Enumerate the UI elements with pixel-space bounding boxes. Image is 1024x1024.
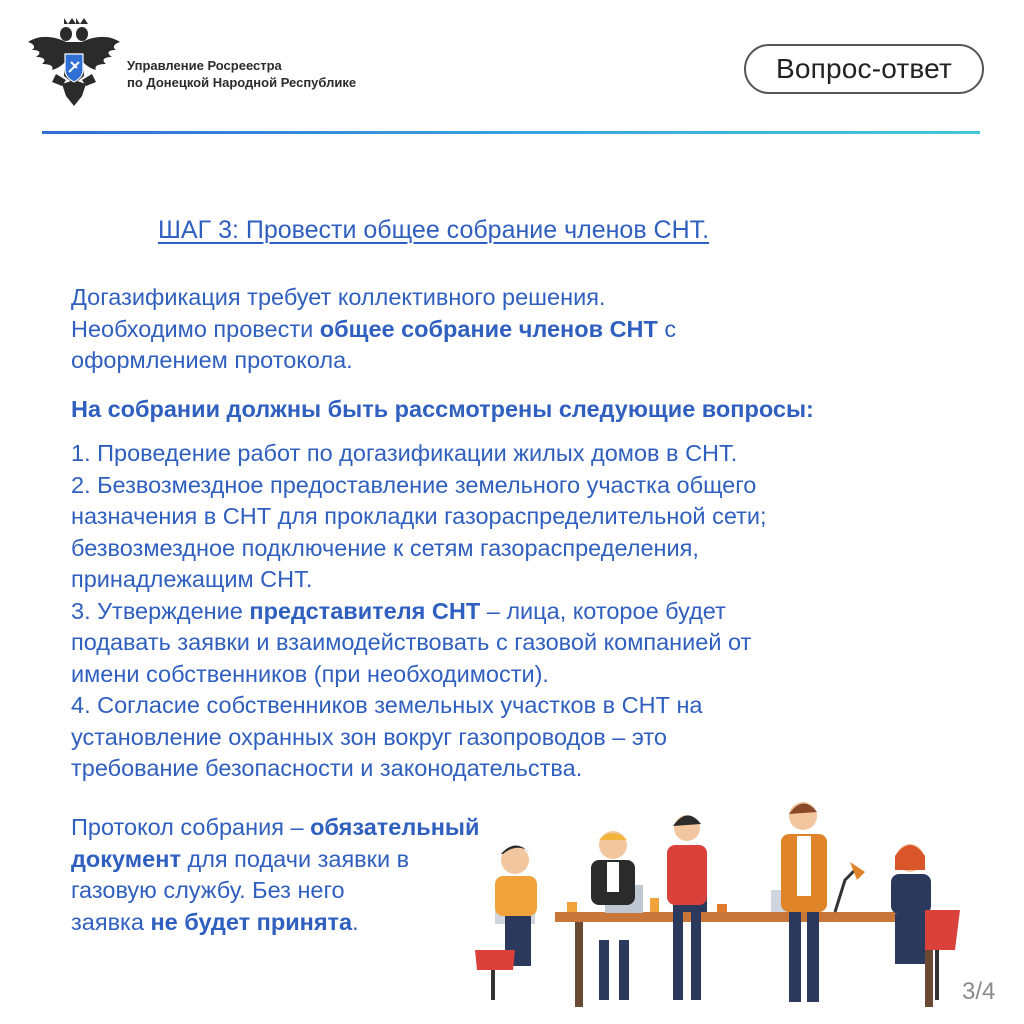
questions-list [71, 438, 767, 785]
intro-line [71, 314, 676, 346]
list-item [71, 596, 767, 628]
org-name-line2: по Донецкой Народной Республике [127, 75, 357, 90]
header-divider [42, 131, 980, 134]
list-item-continuation: назначения в СНТ для прокладки газораспределительной сети; [71, 503, 767, 529]
emphasis-text: обязательный [310, 814, 480, 840]
list-item-continuation: требование безопасности и законодательства. [71, 755, 583, 781]
final-note [71, 812, 479, 938]
questions-heading: На собрании должны быть рассмотрены следующие вопросы: [71, 396, 814, 422]
text-run: . [352, 908, 359, 935]
list-item: 1. Проведение работ по догазификации жилых домов в СНТ. [71, 440, 738, 466]
intro-line: оформлением протокола. [71, 347, 353, 373]
page-number: 3/4 [962, 978, 996, 1005]
org-name-line1: Управление Росреестра [127, 58, 282, 73]
text-run: Протокол собрания – [71, 814, 311, 840]
intro-paragraph [71, 282, 676, 377]
final-line [71, 907, 479, 939]
list-item-continuation: безвозмездное подключение к сетям газораспределения, [71, 534, 699, 561]
text-run: – лица, которое будет [480, 597, 726, 624]
emphasis-text: документ [71, 845, 181, 872]
final-line [71, 812, 479, 844]
list-item: 4. Согласие собственников земельных участков в СНТ на [71, 692, 703, 718]
team-meeting-illustration-icon [455, 790, 965, 1010]
emphasis-text: не будет принята [150, 908, 353, 935]
final-line [71, 844, 479, 876]
intro-line: Догазификация требует коллективного решения. [71, 284, 606, 310]
list-item-continuation: подавать заявки и взаимодействовать с газовой компанией от [71, 629, 752, 655]
step-title: ШАГ 3: Провести общее собрание членов СНТ. [158, 216, 710, 244]
list-item-continuation: установление охранных зон вокруг газопроводов – это [71, 723, 667, 750]
org-name [127, 57, 356, 91]
eagle-emblem-icon [26, 14, 122, 110]
text-run: 3. Утверждение [71, 597, 250, 624]
emphasis-text: общее собрание членов СНТ [319, 315, 658, 342]
list-item-continuation: принадлежащим СНТ. [71, 566, 313, 592]
text-run: Необходимо провести [71, 315, 320, 342]
text-run: с [657, 315, 677, 342]
list-item-continuation: имени собственников (при необходимости). [71, 660, 549, 687]
text-run: заявка [71, 908, 151, 935]
list-item: 2. Безвозмездное предоставление земельного участка общего [71, 471, 757, 498]
text-run: для подачи заявки в [180, 845, 410, 872]
final-line: газовую службу. Без него [71, 877, 345, 903]
emphasis-text: представителя СНТ [249, 597, 481, 624]
qa-badge: Вопрос-ответ [744, 44, 984, 94]
